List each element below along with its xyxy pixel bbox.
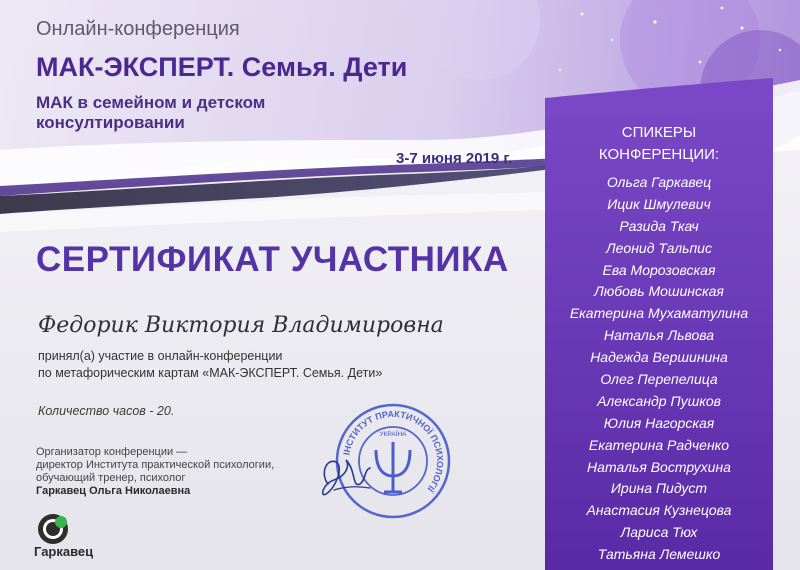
participation-text	[38, 348, 382, 382]
organizer-line-2: директор Института практической психологии,	[36, 459, 275, 471]
speaker-item: Татьяна Лемешко	[597, 546, 721, 563]
organizer-name: Гаркавец Ольга Николаевна	[36, 485, 191, 497]
speaker-item: Лариса Тюх	[620, 524, 698, 541]
speaker-item: Юлия Нагорская	[603, 414, 715, 431]
organizer-line-1: Организатор конференции —	[36, 446, 188, 458]
conference-subtitle	[36, 93, 265, 133]
speaker-item: Ольга Гаркавец	[606, 174, 712, 190]
speaker-item: Ирина Пидуст	[610, 480, 708, 497]
signature	[306, 444, 386, 504]
speakers-title-line-2: КОНФЕРЕНЦИИ:	[598, 146, 720, 163]
speaker-item: Екатерина Мухаматулина	[569, 305, 749, 322]
stamp-country: УКРАЇНА	[379, 431, 407, 438]
subtitle-line-1: МАК в семейном и детском	[36, 93, 266, 112]
speaker-item: Леонид Тальпис	[606, 239, 712, 256]
speakers-list	[545, 172, 773, 566]
conference-type-label: Онлайн-конференция	[36, 18, 240, 40]
organizer-block	[36, 446, 274, 498]
stamp-arc-text: ІНСТИТУТ ПРАКТИЧНОЇ ПСИХОЛОГІЇ	[341, 408, 446, 494]
speaker-item: Разида Ткач	[619, 217, 699, 234]
speaker-item: Олег Перепелица	[600, 371, 718, 388]
subtitle-line-2: консултировании	[36, 113, 185, 132]
recipient-name: Федорик Виктория Владимировна	[38, 313, 444, 338]
speakers-title	[545, 122, 773, 166]
speaker-item: Екатерина Радченко	[588, 436, 730, 453]
participation-line-2: по метафорическим картам «МАК-ЭКСПЕРТ. Семья. Дети»	[38, 366, 383, 380]
logo-text: Гаркавец	[34, 544, 94, 559]
conference-title: МАК-ЭКСПЕРТ. Семья. Дети	[36, 52, 408, 82]
certificate-heading: СЕРТИФИКАТ УЧАСТНИКА	[36, 240, 509, 279]
participation-line-1: принял(а) участие в онлайн-конференции	[38, 349, 283, 363]
speaker-item: Наталья Вострухина	[587, 458, 731, 475]
hours-count: Количество часов - 20.	[38, 404, 175, 418]
speaker-item: Любовь Мошинская	[594, 283, 724, 300]
speaker-item: Ицик Шмулевич	[607, 195, 711, 212]
speaker-item: Ева Морозовская	[602, 261, 716, 278]
speaker-item: Анастасия Кузнецова	[586, 502, 732, 519]
speaker-item: Надежда Вершинина	[590, 349, 728, 366]
conference-dates: 3-7 июня 2019 г.	[396, 150, 513, 167]
speaker-item: Александр Пушков	[597, 392, 721, 409]
organizer-line-3: обучающий тренер, психолог	[36, 472, 186, 484]
garkavets-logo-icon	[36, 512, 72, 546]
speaker-item: Наталья Львова	[603, 327, 715, 344]
speakers-title-line-1: СПИКЕРЫ	[621, 124, 697, 141]
